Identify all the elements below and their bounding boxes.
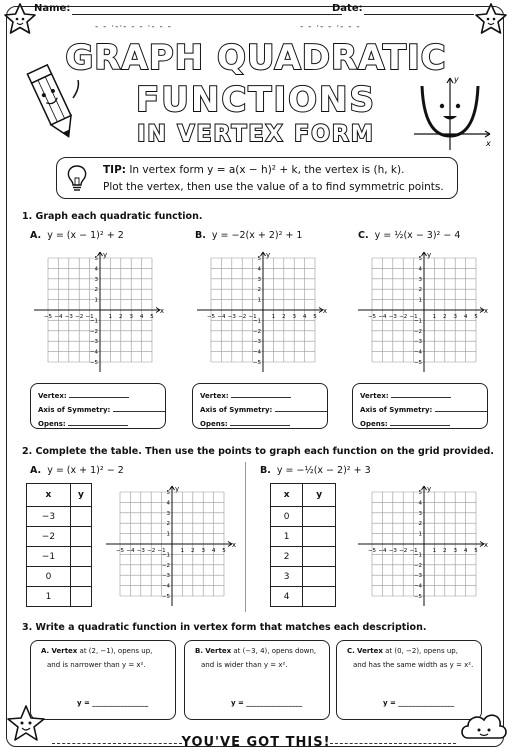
y-tick-label: 2: [418, 521, 422, 528]
y-tick-label: −1: [413, 552, 422, 559]
y-axis-label: y: [427, 485, 432, 493]
x-tick-label: 3: [453, 314, 457, 320]
x-tick-label: −3: [388, 314, 397, 320]
title-line-2: FUNCTIONS: [136, 80, 376, 120]
x-tick-label: −4: [54, 314, 63, 320]
y-tick-label: 5: [94, 256, 98, 262]
x-tick-label: 2: [443, 548, 447, 554]
x-tick-label: 3: [129, 314, 133, 320]
x-tick-label: −3: [136, 548, 145, 554]
x-tick-label: −4: [378, 314, 387, 320]
x-tick-label: 3: [292, 314, 296, 320]
y-tick-label: −4: [413, 583, 422, 590]
y-tick-label: −4: [252, 349, 261, 356]
y-axis-label: y: [103, 251, 108, 259]
y-tick-label: 1: [257, 297, 261, 304]
x-tick-label: 4: [463, 314, 468, 320]
s1-info-box-a: Vertex: Axis of Symmetry: Opens:: [30, 383, 166, 429]
x-axis-label: x: [159, 307, 164, 315]
x-tick-label: −5: [206, 314, 216, 320]
y-tick-label: −5: [252, 360, 261, 366]
vertex-answer-field[interactable]: [231, 391, 291, 398]
y-tick-label: −3: [413, 339, 422, 346]
opens-answer-field[interactable]: [390, 419, 450, 426]
table-row: 1: [27, 587, 92, 607]
y-tick-label: 3: [257, 276, 261, 283]
x-axis-label: x: [483, 541, 488, 549]
y-axis-label: y: [427, 251, 432, 259]
tip-text-1: In vertex form y = a(x − h)² + k, the vertex is (h, k).: [129, 164, 405, 176]
y-tick-label: 4: [166, 500, 170, 507]
s1-grid-b[interactable]: [195, 250, 327, 376]
s1-problem-c-label: C. y = ½(x − 3)² − 4: [358, 230, 461, 241]
y-cell[interactable]: [303, 507, 336, 527]
x-tick-label: −2: [75, 314, 84, 320]
tip-label: TIP:: [103, 164, 126, 176]
y-tick-label: 1: [94, 297, 98, 304]
y-tick-label: −5: [413, 594, 422, 600]
x-tick-label: −5: [115, 548, 125, 554]
x-tick-label: 2: [443, 314, 447, 320]
y-tick-label: 5: [418, 490, 422, 496]
date-label: Date:: [332, 3, 363, 14]
star-icon: [470, 0, 512, 40]
x-tick-label: −1: [157, 548, 166, 554]
y-cell[interactable]: [70, 527, 91, 547]
y-axis-label: y: [175, 485, 180, 493]
y-tick-label: −4: [89, 349, 98, 356]
x-tick-label: −2: [147, 548, 156, 554]
tip-line-1: [103, 164, 404, 176]
x-axis-label: x: [322, 307, 327, 315]
x-tick-label: −1: [85, 314, 94, 320]
decor-dash-right: - - ·- - ·- - -: [300, 22, 361, 32]
table-row: −1: [27, 547, 92, 567]
y-tick-label: −4: [161, 583, 170, 590]
y-tick-label: −2: [413, 328, 422, 335]
x-tick-label: 5: [313, 314, 317, 320]
name-field[interactable]: [72, 14, 342, 15]
y-tick-label: 3: [166, 510, 170, 517]
s1-info-box-b: Vertex: Axis of Symmetry: Opens:: [192, 383, 328, 429]
title-line-3: IN VERTEX FORM: [137, 122, 375, 147]
name-label: Name:: [34, 3, 71, 14]
decor-dash-left: - - ·-·- - - ·- - -: [95, 22, 172, 32]
x-tick-label: 5: [474, 548, 478, 554]
title-line-1: GRAPH QUADRATIC: [65, 38, 447, 78]
y-tick-label: 5: [418, 256, 422, 262]
x-tick-label: −4: [217, 314, 226, 320]
s2-grid-b[interactable]: [356, 484, 488, 610]
vertex-answer-field[interactable]: [69, 391, 129, 398]
lightbulb-icon: [65, 164, 89, 192]
y-tick-label: 2: [94, 287, 98, 294]
x-tick-label: 4: [139, 314, 144, 320]
y-tick-label: −3: [161, 573, 170, 580]
y-tick-label: 4: [257, 266, 261, 273]
y-cell[interactable]: [70, 567, 91, 587]
y-tick-label: −5: [161, 594, 170, 600]
x-tick-label: 5: [150, 314, 154, 320]
x-tick-label: 2: [119, 314, 123, 320]
s2-problem-a-label: A. y = (x + 1)² − 2: [30, 465, 124, 476]
section-2-heading: 2. Complete the table. Then use the points to graph each function on the grid provided.: [22, 446, 494, 457]
s2-problem-b-label: B. y = −½(x − 2)² + 3: [260, 465, 371, 476]
x-tick-label: −5: [43, 314, 53, 320]
x-tick-label: −4: [378, 548, 387, 554]
table-row: −2: [27, 527, 92, 547]
x-tick-label: 1: [108, 314, 113, 320]
table-row: 3: [271, 567, 336, 587]
s2-table-a: x y −3 −2 −1 0 1: [26, 483, 92, 607]
y-tick-label: 2: [418, 287, 422, 294]
tip-text-2: Plot the vertex, then use the value of a to find symmetric points.: [103, 181, 444, 193]
y-tick-label: −4: [413, 349, 422, 356]
table-row: 0: [271, 507, 336, 527]
table-row: −3: [27, 507, 92, 527]
y-tick-label: 2: [166, 521, 170, 528]
y-tick-label: −2: [252, 328, 261, 335]
y-tick-label: 4: [418, 266, 422, 273]
s3-box-b: B. Vertex at (−3, 4), opens down, and is wider than y = x². y = ________________: [184, 640, 330, 720]
y-tick-label: 5: [257, 256, 261, 262]
y-tick-label: 2: [257, 287, 261, 294]
y-tick-label: 1: [418, 531, 422, 538]
x-tick-label: 4: [302, 314, 307, 320]
y-tick-label: −2: [89, 328, 98, 335]
parabola-mascot-icon: [410, 72, 500, 154]
section-divider: [245, 462, 246, 612]
date-field[interactable]: [364, 14, 474, 15]
y-tick-label: −3: [252, 339, 261, 346]
y-cell[interactable]: [70, 587, 91, 607]
x-tick-label: −4: [126, 548, 135, 554]
s3-box-c: C. Vertex at (0, −2), opens up, and has the same width as y = x². y = ________________: [336, 640, 482, 720]
y-tick-label: −1: [89, 318, 98, 325]
axis-answer-field[interactable]: [275, 405, 327, 412]
y-tick-label: −5: [89, 360, 98, 366]
s3-box-a: A. Vertex at (2, −1), opens up, and is narrower than y = x². y = ________________: [30, 640, 176, 720]
s2-grid-a[interactable]: [104, 484, 236, 610]
footer-text: YOU'VE GOT THIS!: [181, 735, 331, 750]
y-tick-label: −2: [413, 562, 422, 569]
y-tick-label: 4: [418, 500, 422, 507]
answer-field[interactable]: y = ________________: [231, 699, 303, 707]
svg-text:y: y: [454, 75, 459, 84]
y-axis-label: y: [266, 251, 271, 259]
y-tick-label: 1: [166, 531, 170, 538]
y-cell[interactable]: [70, 507, 91, 527]
y-tick-label: −2: [161, 562, 170, 569]
s1-problem-b-label: B. y = −2(x + 2)² + 1: [195, 230, 303, 241]
y-tick-label: −3: [413, 573, 422, 580]
section-1-heading: 1. Graph each quadratic function.: [22, 211, 203, 222]
vertex-answer-field[interactable]: [391, 391, 451, 398]
y-tick-label: 4: [94, 266, 98, 273]
y-cell[interactable]: [303, 547, 336, 567]
x-tick-label: −2: [399, 314, 408, 320]
s1-grid-c[interactable]: [356, 250, 488, 376]
y-tick-label: −3: [89, 339, 98, 346]
s1-problem-a-label: A. y = (x − 1)² + 2: [30, 230, 124, 241]
x-tick-label: −5: [367, 548, 377, 554]
opens-answer-field[interactable]: [68, 419, 128, 426]
x-tick-label: −2: [238, 314, 247, 320]
x-tick-label: 1: [271, 314, 276, 320]
s2-table-b: x y 0 1 2 3 4: [270, 483, 336, 607]
y-cell[interactable]: [303, 587, 336, 607]
x-tick-label: 4: [211, 548, 216, 554]
x-axis-label: x: [231, 541, 236, 549]
x-tick-label: −2: [399, 548, 408, 554]
y-tick-label: 5: [166, 490, 170, 496]
x-tick-label: −3: [227, 314, 236, 320]
x-tick-label: 3: [201, 548, 205, 554]
y-cell[interactable]: [70, 547, 91, 567]
x-tick-label: 1: [432, 548, 437, 554]
x-tick-label: 1: [180, 548, 185, 554]
table-row: 0: [27, 567, 92, 587]
section-3-heading: 3. Write a quadratic function in vertex form that matches each description.: [22, 622, 427, 633]
x-tick-label: 5: [222, 548, 226, 554]
x-tick-label: −1: [409, 548, 418, 554]
pencil-mascot-icon: [18, 58, 88, 148]
y-tick-label: −1: [413, 318, 422, 325]
axis-answer-field[interactable]: [113, 405, 165, 412]
y-cell[interactable]: [303, 567, 336, 587]
answer-field[interactable]: y = ________________: [383, 699, 455, 707]
axis-answer-field[interactable]: [435, 405, 487, 412]
x-tick-label: 2: [282, 314, 286, 320]
y-tick-label: −5: [413, 360, 422, 366]
s1-info-box-c: Vertex: Axis of Symmetry: Opens:: [352, 383, 488, 429]
x-tick-label: −3: [64, 314, 73, 320]
x-tick-label: 1: [432, 314, 437, 320]
y-tick-label: 1: [418, 297, 422, 304]
y-tick-label: −1: [161, 552, 170, 559]
y-tick-label: 3: [418, 510, 422, 517]
star-icon: [0, 0, 40, 40]
x-tick-label: 3: [453, 548, 457, 554]
table-row: 1: [271, 527, 336, 547]
s1-grid-a[interactable]: [32, 250, 164, 376]
name-date-row: [20, 3, 490, 17]
table-row: 2: [271, 547, 336, 567]
tip-box: [56, 157, 458, 199]
x-axis-label: x: [483, 307, 488, 315]
x-tick-label: −1: [409, 314, 418, 320]
x-tick-label: −3: [388, 548, 397, 554]
y-cell[interactable]: [303, 527, 336, 547]
x-tick-label: 4: [463, 548, 468, 554]
x-tick-label: 5: [474, 314, 478, 320]
y-tick-label: −1: [252, 318, 261, 325]
svg-text:x: x: [486, 139, 491, 148]
x-tick-label: −1: [248, 314, 257, 320]
opens-answer-field[interactable]: [230, 419, 290, 426]
table-row: 4: [271, 587, 336, 607]
answer-field[interactable]: y = ________________: [77, 699, 149, 707]
y-tick-label: 3: [94, 276, 98, 283]
x-tick-label: −5: [367, 314, 377, 320]
y-tick-label: 3: [418, 276, 422, 283]
x-tick-label: 2: [191, 548, 195, 554]
